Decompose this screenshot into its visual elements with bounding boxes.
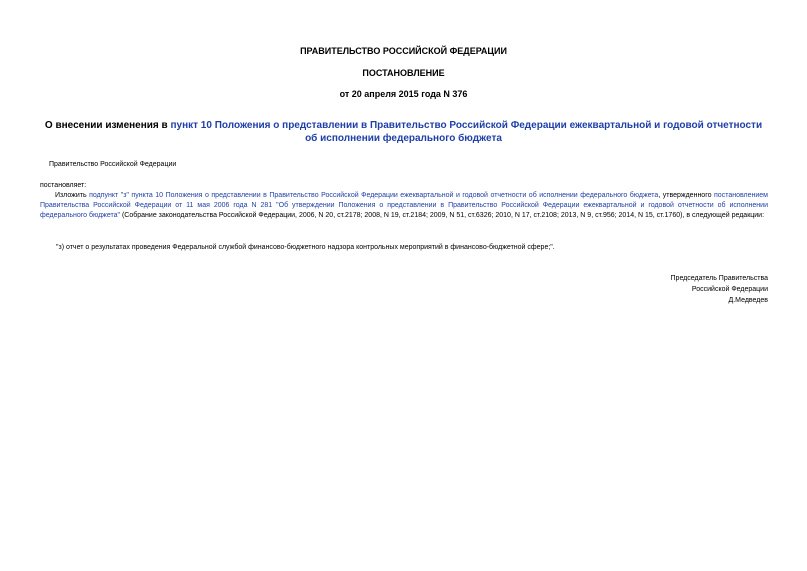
para-start: Изложить xyxy=(55,192,90,199)
government-label: Правительство Российской Федерации xyxy=(49,161,177,168)
header-date-number: от 20 апреля 2015 года N 376 xyxy=(339,89,468,99)
new-wording-quote: "з) отчет о результатах проведения Федеральной службой финансово-бюджетного надзора контрольных мероприятий в финансово-бюджетной сфере;". xyxy=(56,244,555,251)
signature-name: Д.Медведев xyxy=(728,297,768,304)
signature-position: Председатель Правительства xyxy=(670,275,768,282)
document-title xyxy=(40,119,767,145)
decree-label: постановляет: xyxy=(40,182,87,189)
para-mid: , утвержденного xyxy=(658,192,715,199)
subparagraph-link[interactable]: подпункт "з" пункта 10 Положения о представлении в Правительство Российской Федерации ежеквартальной и годовой отчетности об исполнении федерального бюджета xyxy=(89,192,659,199)
title-link[interactable]: пункт 10 Положения о представлении в Правительство Российской Федерации ежеквартальной и годовой отчетности об исполнении федерального бюджета xyxy=(170,120,763,144)
header-government: ПРАВИТЕЛЬСТВО РОССИЙСКОЙ ФЕДЕРАЦИИ xyxy=(300,46,507,56)
para-end: (Собрание законодательства Российской Федерации, 2006, N 20, ст.2178; 2008, N 19, ст.2184; 2009, N 51, ст.6326; 2010, N 17, ст.2108; 2013, N 9, ст.956; 2014, N 15, ст.1760), в следующей редакции: xyxy=(120,212,765,219)
resolution-link[interactable]: постановлением Правительства Российской Федерации от 11 мая 2006 года N 281 "Об утверждении Положения о представлении в Правительство Российской Федерации ежеквартальной и годовой отчетности об исполнении федерального бюджета" xyxy=(40,192,768,219)
header-decree: ПОСТАНОВЛЕНИЕ xyxy=(362,68,445,78)
signature-country: Российской Федерации xyxy=(691,286,768,293)
main-paragraph xyxy=(40,191,768,221)
title-prefix: О внесении изменения в xyxy=(44,120,171,131)
